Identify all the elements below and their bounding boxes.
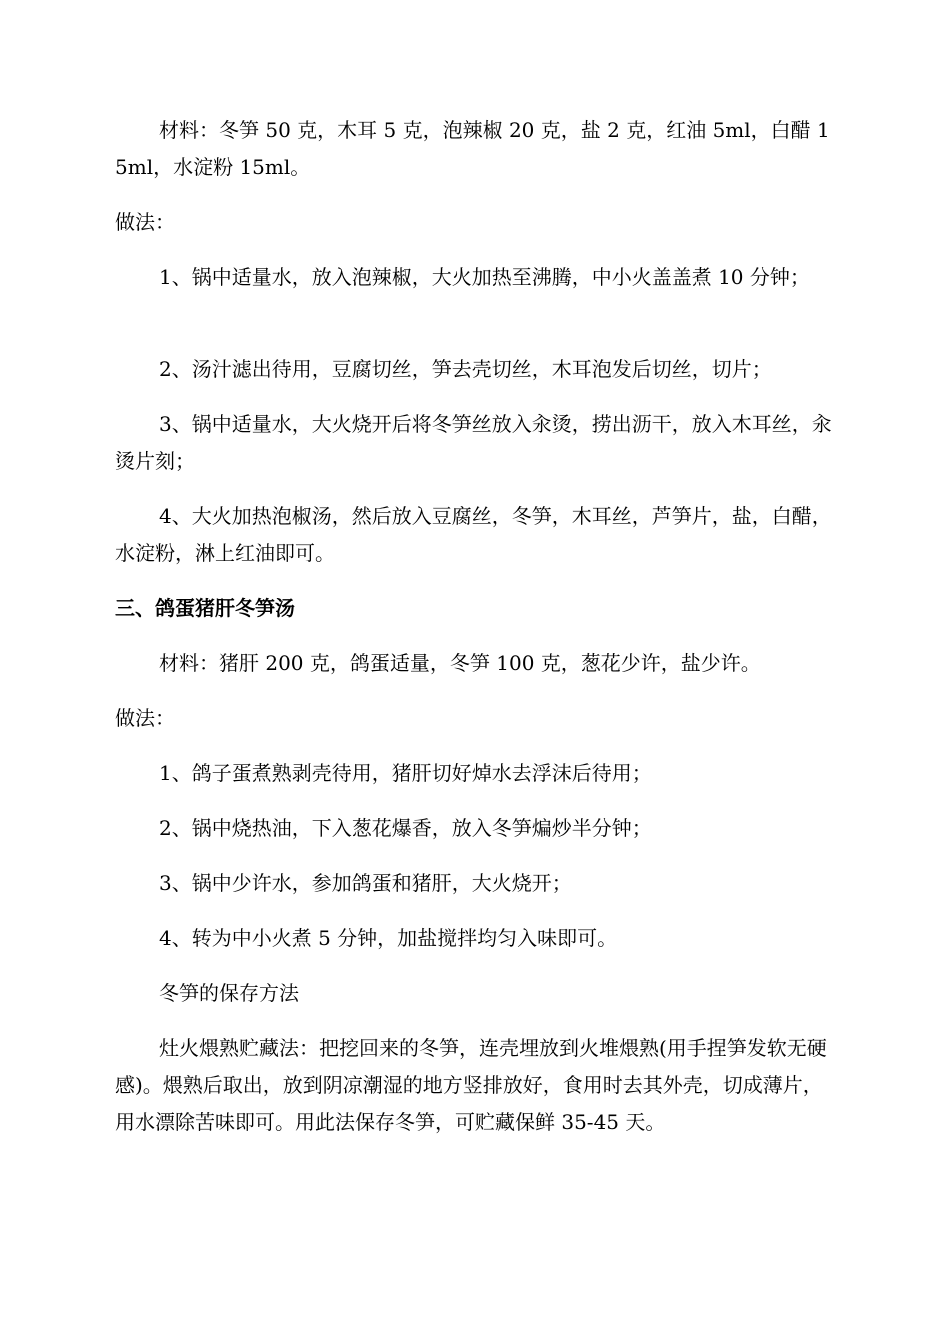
step-2: 2、汤汁滤出待用，豆腐切丝，笋去壳切丝，木耳泡发后切丝，切片； [159,357,772,381]
section-heading: 三、鸽蛋猪肝冬笋汤 [115,596,295,620]
method-label: 做法： [115,706,175,730]
step-1: 1、锅中适量水，放入泡辣椒，大火加热至沸腾，中小火盖盖煮 10 分钟； [159,265,810,289]
step-4: 4、大火加热泡椒汤，然后放入豆腐丝，冬笋，木耳丝，芦笋片，盐，白醋，水淀粉，淋上红油即可。 [115,504,832,565]
materials-paragraph: 材料：冬笋 50 克，木耳 5 克，泡辣椒 20 克，盐 2 克，红油 5ml，白醋 15ml，水淀粉 15ml。 [115,118,830,179]
step-2: 2、锅中烧热油，下入葱花爆香，放入冬笋煸炒半分钟； [159,816,652,840]
storage-paragraph: 灶火煨熟贮藏法：把挖回来的冬笋，连壳埋放到火堆煨熟(用手捏笋发软无硬感)。煨熟后取出，放到阴凉潮湿的地方竖排放好，食用时去其外壳，切成薄片，用水漂除苦味即可。用此法保存冬笋，可贮藏保鲜 35-45 天。 [115,1036,827,1134]
step-3: 3、锅中适量水，大火烧开后将冬笋丝放入汆烫，捞出沥干，放入木耳丝，汆烫片刻； [115,412,832,473]
step-1: 1、鸽子蛋煮熟剥壳待用，猪肝切好焯水去浮沫后待用； [159,761,652,785]
method-label: 做法： [115,210,175,234]
step-4: 4、转为中小火煮 5 分钟，加盐搅拌均匀入味即可。 [159,926,618,950]
materials-paragraph: 材料：猪肝 200 克，鸽蛋适量，冬笋 100 克，葱花少许，盐少许。 [159,651,761,675]
step-3: 3、锅中少许水，参加鸽蛋和猪肝，大火烧开； [159,871,572,895]
storage-title: 冬笋的保存方法 [159,981,299,1005]
